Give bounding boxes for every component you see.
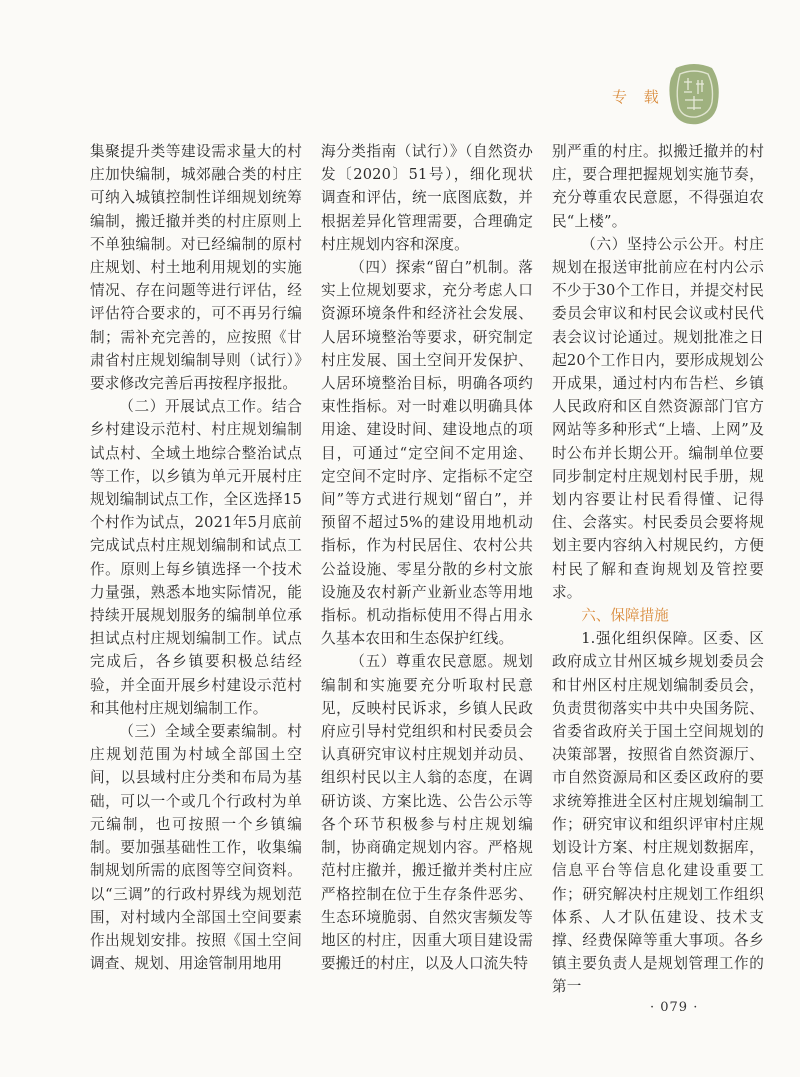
- seal-stamp-icon: [668, 62, 720, 126]
- paragraph-continued: 别严重的村庄。拟搬迁撤并的村庄，要合理把握规划实施节奏，充分尊重农民意愿，不得强迫农民“上楼”。: [552, 143, 764, 230]
- section-tag: 专 载: [612, 88, 665, 106]
- paragraph-respect-farmers: （五）尊重农民意愿。规划编制和实施要充分听取村民意见，反映村民诉求，乡镇人民政府应引导村党组织和村民委员会认真研究审议村庄规划并动员、组织村民以主人翁的态度，在调研访谈、方案比选、公告公示等各个环节积极参与村庄规划编制，协商确定规划内容。严格规范村庄撤并，搬迁撤并类村庄应严格控制在位于生存条件恶劣、生态环境脆弱、自然灾害频发等地区的村庄，因重大项目建设需要搬迁的村庄，以及人口流失特: [321, 653, 533, 973]
- paragraph-reserve-mechanism: （四）探索“留白”机制。落实上位规划要求，充分考虑人口资源环境条件和经济社会发展、人居环境整治等要求，研究制定村庄发展、国土空间开发保护、人居环境整治目标，明确各项约束性指标。对一时难以明确具体用途、建设时间、建设地点的项目，可通过“定空间不定用途、定空间不定时序、定指标不定空间”等方式进行规划“留白”，并预留不超过5%的建设用地机动指标，作为村民居住、农村公共公益设施、零星分散的乡村文旅设施及农村新产业新业态等用地指标。机动指标使用不得占用永久基本农田和生态保护红线。: [321, 259, 533, 648]
- section-heading: 六、保障措施: [581, 607, 669, 625]
- paragraph-organization: 1.强化组织保障。区委、区政府成立甘州区城乡规划委员会和甘州区村庄规划编制委员会，负责贯彻落实中共中央国务院、省委省政府关于国土空间规划的决策部署，按照省自然资源厅、市自然资源局和区委区政府的要求统筹推进全区村庄规划编制工作；研究审议和组织评审村庄规划设计方案、村庄规划数据库，信息平台等信息化建设重要工作；研究解决村庄规划工作组织体系、人才队伍建设、技术支撑、经费保障等重大事项。各乡镇主要负责人是规划管理工作的第一: [552, 630, 764, 996]
- text-column-3: [552, 140, 764, 999]
- paragraph-pilot-work: （二）开展试点工作。结合乡村建设示范村、村庄规划编制试点村、全域土地综合整治试点等工作，以乡镇为单元开展村庄规划编制试点工作，全区选择15个村作为试点，2021年5月底前完成试点村庄规划编制和试点工作。原则上每乡镇选择一个技术力量强，熟悉本地实际情况，能持续开展规划服务的编制单位承担试点村庄规划编制工作。试点完成后，各乡镇要积极总结经验，并全面开展乡村建设示范村和其他村庄规划编制工作。: [90, 398, 302, 717]
- page-header: [0, 0, 800, 140]
- paragraph-full-domain: （三）全域全要素编制。村庄规划范围为村域全部国土空间，以县域村庄分类和布局为基础，可以一个或几个行政村为单元编制，也可按照一个乡镇编制。要加强基础性工作，收集编制规划所需的底图等空间资料。以“三调”的行政村界线为规划范围，对村域内全部国土空间要素作出规划安排。按照《国土空间调查、规划、用途管制用地用: [90, 723, 302, 973]
- paragraph-publicity: （六）坚持公示公开。村庄规划在报送审批前应在村内公示不少于30个工作日，并提交村民委员会审议和村民会议或村民代表会议讨论通过。规划批准之日起20个工作日内，要形成规划公开成果，通过村内布告栏、乡镇人民政府和区自然资源部门官方网站等多种形式“上墙、上网”及时公布并长期公开。编制单位要同步制定村庄规划村民手册，规划内容要让村民看得懂、记得住、会落实。村民委员会要将规划主要内容纳入村规民约，方便村民了解和查询规划及管控要求。: [552, 235, 764, 601]
- paragraph-continued: 集聚提升类等建设需求量大的村庄加快编制，城郊融合类的村庄可纳入城镇控制性详细规划统筹编制，搬迁撤并类的村庄原则上不单独编制。对已经编制的原村庄规划、村土地利用规划的实施情况、存在问题等进行评估，经评估符合要求的，可不再另行编制；需补充完善的，应按照《甘肃省村庄规划编制导则（试行）》要求修改完善后再按程序报批。: [90, 143, 302, 393]
- text-column-1: [90, 140, 302, 999]
- page-number: · 079 ·: [650, 1000, 699, 1015]
- article-body: [90, 140, 764, 999]
- text-column-2: [321, 140, 533, 999]
- paragraph-continued: 海分类指南（试行）》（自然资办发〔2020〕51号），细化现状调查和评估，统一底图底数，并根据差异化管理需要，合理确定村庄规划内容和深度。: [321, 143, 533, 253]
